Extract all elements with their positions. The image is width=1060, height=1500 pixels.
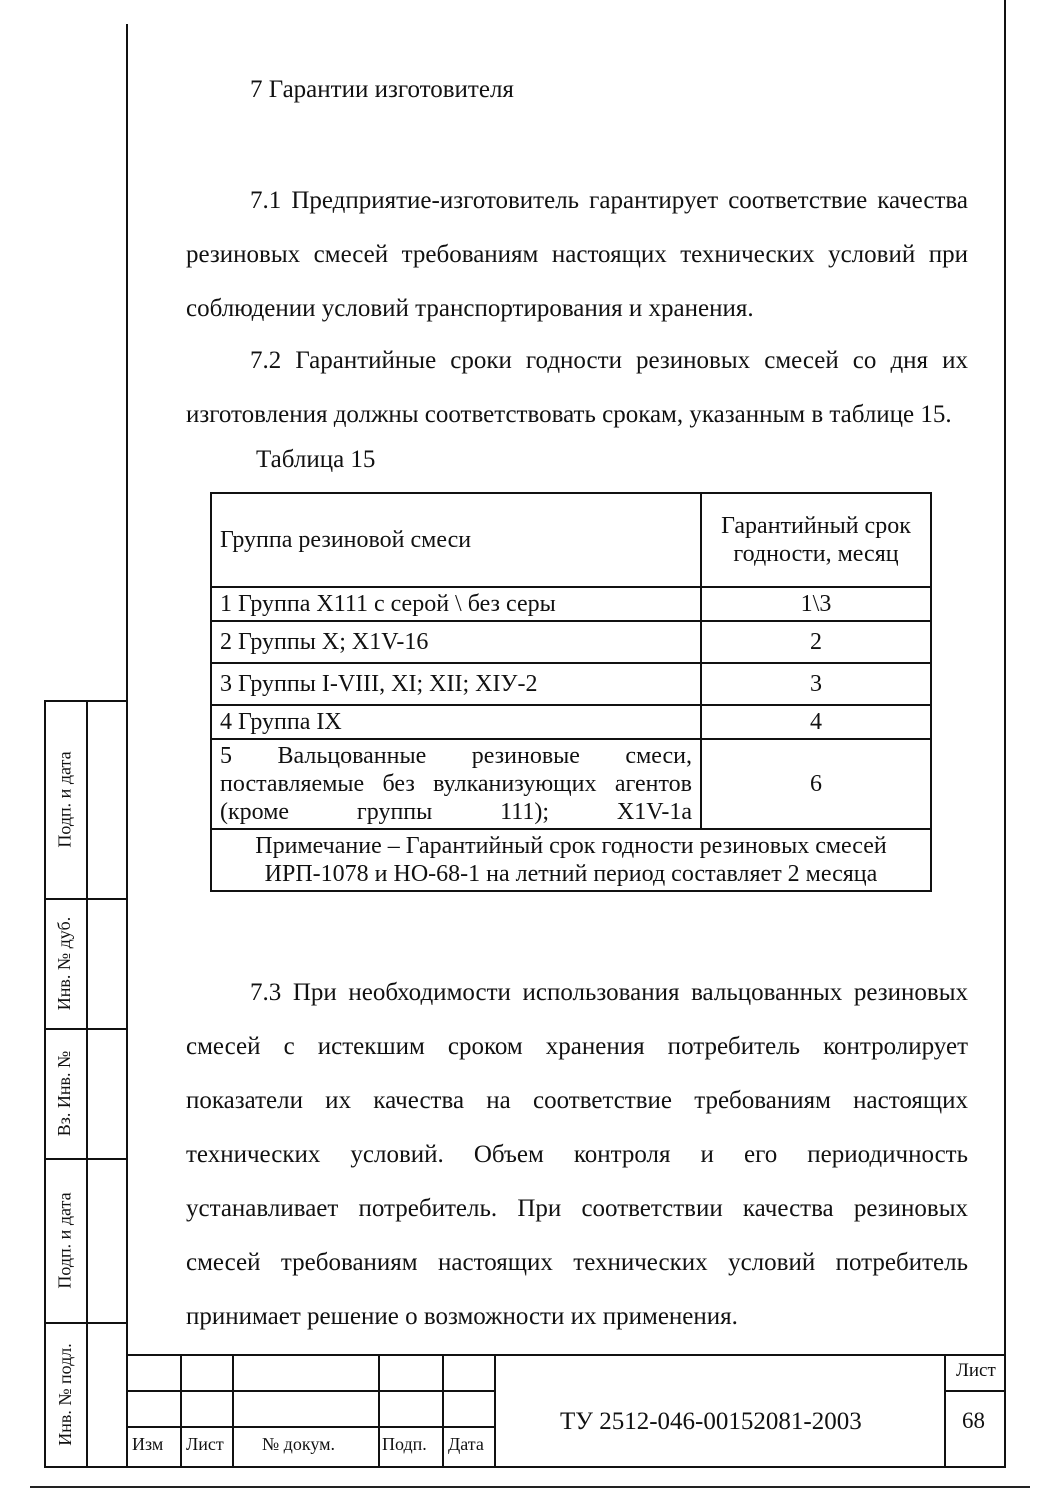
title-block-line <box>378 1354 380 1466</box>
stamp-cell-podp-data-2 <box>44 1158 86 1322</box>
header-group: Группа резиновой смеси <box>211 493 701 587</box>
page-bottom-rule <box>30 1486 1030 1488</box>
stamp-cell-vz-inv <box>44 1028 86 1158</box>
row-term: 6 <box>701 739 931 829</box>
title-block-line <box>944 1354 946 1466</box>
table-header-row <box>211 493 931 587</box>
side-stamp <box>44 700 128 1468</box>
stamp-label: Инв. № дуб. <box>54 916 75 1010</box>
paragraph-7-2-text: 7.2 Гарантийные сроки годности резиновых смесей со дня их изготовления должны соответствовать срокам, указанным в таблице 15. <box>186 347 968 428</box>
row-term: 2 <box>701 621 931 663</box>
warranty-table <box>210 492 932 892</box>
title-block-line <box>128 1426 496 1428</box>
table-row <box>211 705 931 739</box>
stamp-label: Инв. № подл. <box>54 1342 75 1446</box>
paragraph-7-1 <box>186 174 968 336</box>
title-block-line <box>946 1390 1004 1392</box>
label-list: Лист <box>186 1434 224 1454</box>
table-row <box>211 587 931 621</box>
title-block-line <box>494 1354 496 1466</box>
row-group: 2 Группы X; X1V-16 <box>211 621 701 663</box>
row-term: 3 <box>701 663 931 705</box>
table-row <box>211 621 931 663</box>
frame-right-border <box>1004 0 1006 1468</box>
label-izm: Изм <box>132 1434 164 1454</box>
stamp-label: Подп. и дата <box>54 750 75 848</box>
stamp-label: Вз. Инв. № <box>54 1050 75 1136</box>
sheet-label: Лист <box>956 1360 996 1381</box>
table-note: Примечание – Гарантийный срок годности резиновых смесей ИРП-1078 и НО-68-1 на летний период составляет 2 месяца <box>211 829 931 891</box>
label-no-dokum: № докум. <box>262 1434 335 1454</box>
row-group: 3 Группы I-VIII, XI; XII; XIУ-2 <box>211 663 701 705</box>
row-group: 1 Группа Х111 с серой \ без серы <box>211 587 701 621</box>
row-group: 4 Группа IX <box>211 705 701 739</box>
table-note-row <box>211 829 931 891</box>
table-row <box>211 739 931 829</box>
document-code: ТУ 2512-046-00152081-2003 <box>560 1408 862 1435</box>
title-block-line <box>232 1354 234 1466</box>
stamp-label: Подп. и дата <box>54 1191 75 1289</box>
paragraph-7-3 <box>186 966 968 1344</box>
stamp-line <box>44 1466 128 1468</box>
row-term: 1\3 <box>701 587 931 621</box>
table-caption: Таблица 15 <box>256 446 376 473</box>
title-block <box>128 1354 1004 1466</box>
header-term: Гарантийный срок годности, месяц <box>701 493 931 587</box>
sheet-number: 68 <box>962 1408 985 1433</box>
stamp-cell-podp-data-1 <box>44 700 86 898</box>
title-block-line <box>442 1354 444 1466</box>
stamp-cell-inv-dub <box>44 898 86 1028</box>
label-data: Дата <box>448 1434 484 1454</box>
row-group: 5 Вальцованные резиновые смеси, поставляемые без вулканизующих агентов (кроме группы 111); X1V-1a <box>211 739 701 829</box>
title-block-line <box>128 1390 496 1392</box>
paragraph-7-1-text: 7.1 Предприятие-изготовитель гарантирует соответствие качества резиновых смесей требованиям настоящих технических условий при соблюдении условий транспортирования и хранения. <box>186 187 968 322</box>
paragraph-7-3-text: 7.3 При необходимости использования вальцованных резиновых смесей с истекшим сроком хранения потребитель контролирует показатели их качества на соответствие требованиям настоящих технических условий. Объем контроля и его периодичность устанавливает потребитель. При соответствии качества резиновых смесей требованиям настоящих технических условий потребитель принимает решение о возможности их применения. <box>186 979 968 1330</box>
stamp-line <box>86 700 88 1468</box>
title-block-line <box>128 1354 1004 1356</box>
stamp-cell-inv-podl <box>44 1322 86 1466</box>
frame-bottom-border <box>126 1466 1006 1468</box>
label-podp: Подп. <box>382 1434 427 1454</box>
row-term: 4 <box>701 705 931 739</box>
title-block-line <box>180 1354 182 1466</box>
paragraph-7-2 <box>186 334 968 442</box>
section-heading: 7 Гарантии изготовителя <box>250 76 514 103</box>
table-row <box>211 663 931 705</box>
